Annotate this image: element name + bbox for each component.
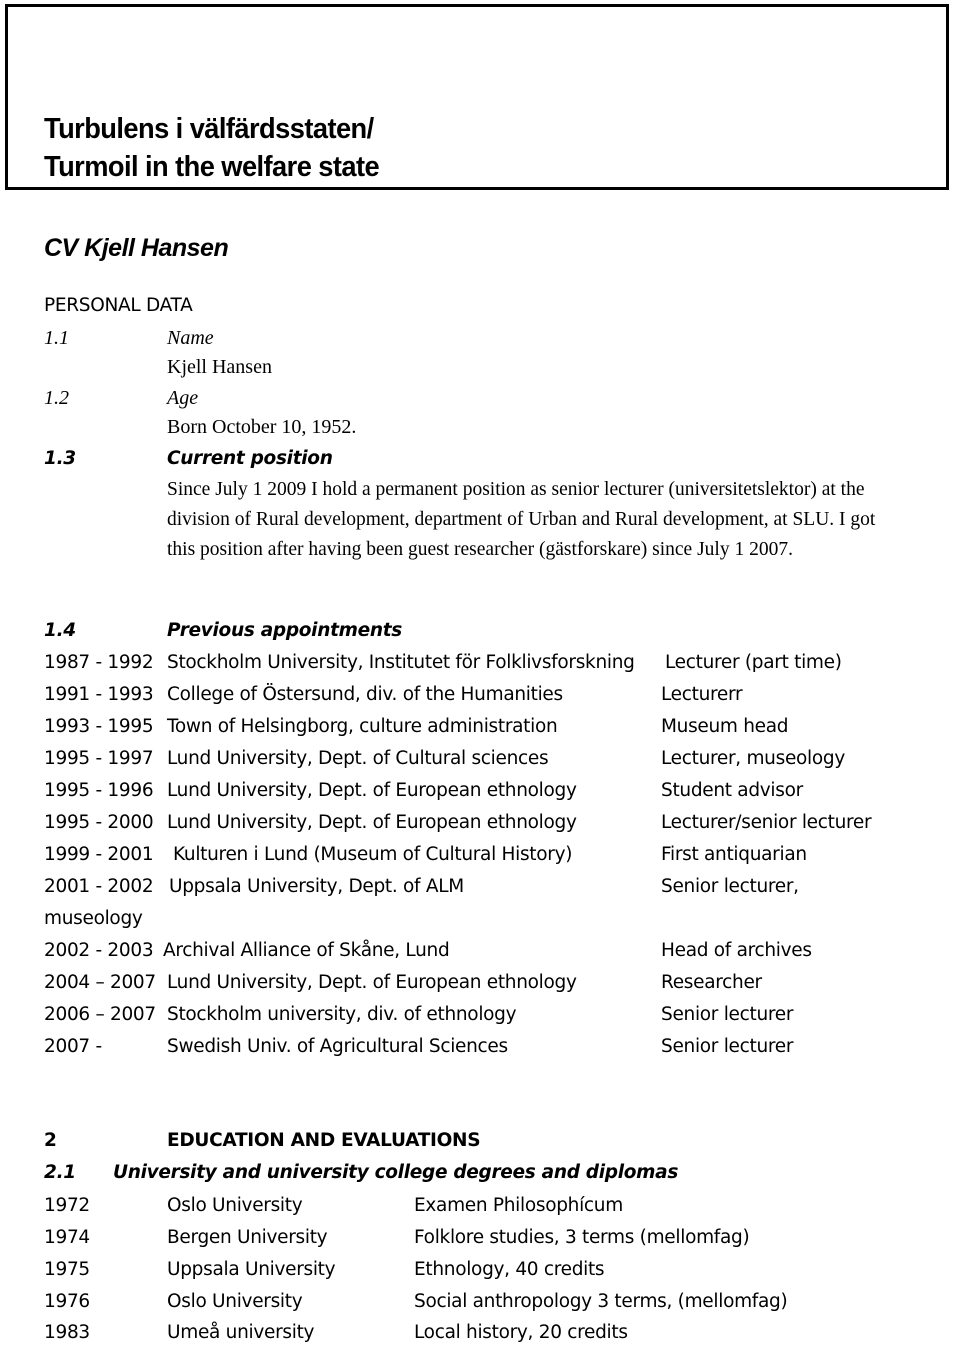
appointment-place: Town of Helsingborg, culture administration (167, 716, 558, 737)
appointment-years: 1999 - 2001 (44, 844, 154, 865)
appointment-place: Kulturen i Lund (Museum of Cultural History) (173, 844, 573, 865)
degrees-heading: University and university college degrees and diplomas (113, 1162, 679, 1183)
appointment-years: 2004 – 2007 (44, 972, 156, 993)
page-title-line-2: Turmoil in the welfare state (44, 151, 380, 183)
age-value: Born October 10, 1952. (167, 416, 357, 438)
appointment-role: Senior lecturer, (661, 876, 799, 897)
appointment-place: College of Östersund, div. of the Humanities (167, 684, 563, 705)
appointment-role: Lecturer (part time) (665, 652, 842, 673)
appointment-years: 1995 - 1997 (44, 748, 154, 769)
degree-year: 1983 (44, 1322, 90, 1343)
appointment-place: Lund University, Dept. of European ethnology (167, 780, 577, 801)
appointment-years: 1987 - 1992 (44, 652, 154, 673)
appointment-role: Lecturer, museology (661, 748, 845, 769)
degree-place: Bergen University (167, 1227, 328, 1248)
previous-appointments-number: 1.4 (44, 620, 76, 641)
page-title-line-1: Turbulens i välfärdsstaten/ (44, 113, 374, 145)
appointment-place: Stockholm University, Institutet för Folklivsforskning (167, 652, 635, 673)
position-label: Current position (167, 448, 333, 469)
degrees-number: 2.1 (44, 1162, 76, 1183)
appointment-role: Museum head (661, 716, 789, 737)
degree-place: Oslo University (167, 1195, 303, 1216)
degree-year: 1976 (44, 1291, 90, 1312)
appointment-role: Lecturer/senior lecturer (661, 812, 872, 833)
appointment-place: Archival Alliance of Skåne, Lund (163, 940, 450, 961)
appointment-place: Swedish Univ. of Agricultural Sciences (167, 1036, 508, 1057)
appointment-years: 1995 - 1996 (44, 780, 154, 801)
previous-appointments-label: Previous appointments (167, 620, 402, 641)
appointment-role: Senior lecturer (661, 1036, 794, 1057)
degree-description: Ethnology, 40 credits (414, 1259, 605, 1280)
appointment-role: Researcher (661, 972, 762, 993)
degree-place: Umeå university (167, 1322, 315, 1343)
appointment-years: 2001 - 2002 (44, 876, 154, 897)
degree-place: Uppsala University (167, 1259, 336, 1280)
degree-year: 1975 (44, 1259, 90, 1280)
degree-description: Examen Philosophícum (414, 1195, 623, 1216)
degree-year: 1974 (44, 1227, 90, 1248)
appointment-years: 1995 - 2000 (44, 812, 154, 833)
appointment-role: First antiquarian (661, 844, 807, 865)
appointment-years: 2006 – 2007 (44, 1004, 156, 1025)
appointment-years: 2007 - (44, 1036, 102, 1057)
appointment-role: Lecturerr (661, 684, 743, 705)
personal-data-heading: PERSONAL DATA (44, 295, 193, 316)
degree-description: Folklore studies, 3 terms (mellomfag) (414, 1227, 750, 1248)
degree-place: Oslo University (167, 1291, 303, 1312)
appointment-years: 1991 - 1993 (44, 684, 154, 705)
appointment-years: 1993 - 1995 (44, 716, 154, 737)
position-number: 1.3 (44, 448, 76, 469)
appointment-place: Lund University, Dept. of European ethnology (167, 812, 577, 833)
degree-description: Social anthropology 3 terms, (mellomfag) (414, 1291, 788, 1312)
appointment-place: Lund University, Dept. of Cultural sciences (167, 748, 549, 769)
appointment-place: Uppsala University, Dept. of ALM (169, 876, 464, 897)
appointment-role: Senior lecturer (661, 1004, 794, 1025)
name-label: Name (167, 327, 214, 349)
degree-description: Local history, 20 credits (414, 1322, 628, 1343)
appointment-role: Student advisor (661, 780, 803, 801)
name-value: Kjell Hansen (167, 356, 272, 378)
position-text: Since July 1 2009 I hold a permanent position as senior lecturer (universitetslektor) at the division of Rural development, department of Urban and Rural development, at SLU. I got this position after having been guest researcher (gästforskare) since July 1 2007. (167, 479, 876, 560)
cv-title: CV Kjell Hansen (44, 234, 229, 262)
appointment-role: Head of archives (661, 940, 812, 961)
name-number: 1.1 (44, 327, 69, 349)
age-label: Age (167, 387, 199, 409)
appointment-place: Stockholm university, div. of ethnology (167, 1004, 517, 1025)
education-heading: EDUCATION AND EVALUATIONS (167, 1130, 481, 1151)
appointment-role-wrap: museology (44, 908, 143, 929)
degree-year: 1972 (44, 1195, 90, 1216)
appointment-place: Lund University, Dept. of European ethnology (167, 972, 577, 993)
age-number: 1.2 (44, 387, 69, 409)
education-number: 2 (44, 1130, 57, 1151)
appointment-years: 2002 - 2003 (44, 940, 154, 961)
